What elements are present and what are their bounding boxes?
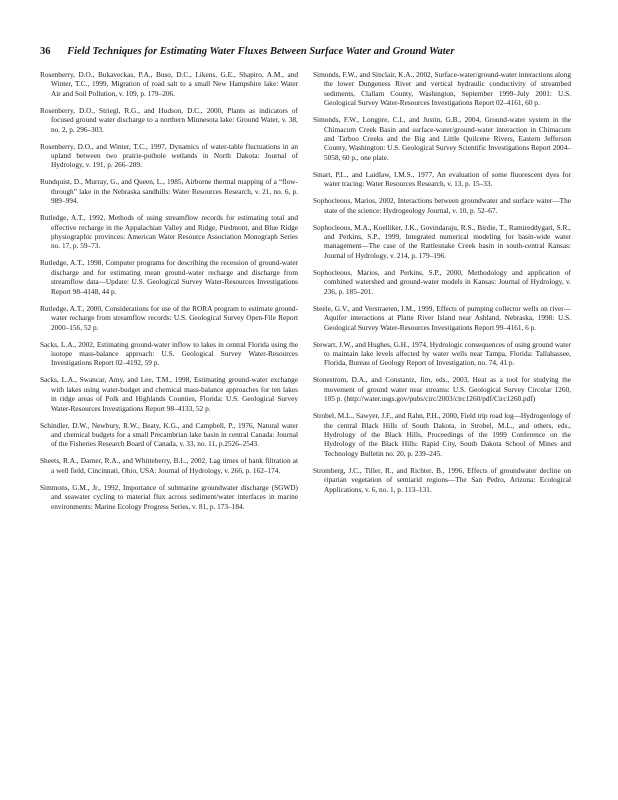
reference-entry: Stonestrom, D.A., and Constantz, Jim, eds., 2003, Heat as a tool for studying the movement of ground water near streams: U.S. Geological Survey Circular 1260, 105 p. (http://water.usgs.gov/pubs/circ/2003/circ1260/pdf/Circ1260.pdf) — [313, 375, 571, 404]
reference-entry: Rosenberry, D.O., and Winter, T.C., 1997, Dynamics of water-table fluctuations in an upland between two prairie-pothole wetlands in North Dakota: Journal of Hydrology, v. 191, p. 266–289. — [40, 141, 298, 170]
page-number: 36 — [40, 46, 51, 57]
reference-entry: Sacks, L.A., Swancar, Amy, and Lee, T.M., 1998, Estimating ground-water exchange with lakes using water-budget and chemical mass-balance approaches for ten lakes in ridge areas of Polk and Highlands Counties, Florida: U.S. Geological Survey Water-Resources Investigations Report 98–4133, 52 p. — [40, 375, 298, 413]
reference-entry: Rosenberry, D.O., Bukaveckas, P.A., Buso, D.C., Likens, G.E., Shapiro, A.M., and Winter, T.C., 1999, Migration of road salt to a small New Hampshire lake: Water Air and Soil Pollution, v. 109, p. 179–206. — [40, 70, 298, 98]
reference-entry: Simonds, F.W., and Sinclair, K.A., 2002, Surface-water/ground-water interactions along the lower Dungeness River and vertical hydraulic conductivity of streambed sediments, Clallam County, Washington, September 1999–July 2001: U.S. Geological Survey Water-Resources Investigations Report 02–4161, 60 p. — [313, 70, 571, 108]
reference-entry: Smart, P.L., and Laidlaw, I.M.S., 1977, An evaluation of some fluorescent dyes for water tracing: Water Resources Research, v. 13, p. 15–33. — [313, 169, 571, 189]
reference-entry: Rutledge, A.T., 1992, Methods of using streamflow records for estimating total and effective recharge in the Appalachian Valley and Ridge, Piedmont, and Blue Ridge physiographic provinces: American Water Resource Association Monograph Series no. 17, p. 59–73. — [40, 213, 298, 251]
reference-entry: Rutledge, A.T., 2000, Considerations for use of the RORA program to estimate ground-water recharge from streamflow records: U.S. Geological Survey Open-File Report 2000–156, 52 p. — [40, 303, 298, 332]
reference-entry: Steele, G.V., and Verstraeten, I.M., 1999, Effects of pumping collector wells on river—Aquifer interactions at Platte River Island near Ashland, Nebraska, 1998: U.S. Geological Survey Water-Resources Investigations Report 99–4161, 6 p. — [313, 303, 571, 332]
reference-entry: Sophocleous, Marios, and Perkins, S.P., 2000, Methodology and application of combined watershed and ground-water models in Kansas: Journal of Hydrology, v. 236, p. 185–201. — [313, 267, 571, 296]
right-reference-column — [313, 70, 571, 502]
reference-entry: Sheets, R.A., Darner, R.A., and Whitteberry, B.L., 2002, Lag times of bank filtration at a well field, Cincinnati, Ohio, USA: Journal of Hydrology, v. 266, p. 162–174. — [40, 456, 298, 475]
reference-entry: Simmons, G.M., Jr., 1992, Importance of submarine groundwater discharge (SGWD) and seawater cycling to material flux across sediment/water interfaces in marine environments: Marine Ecology Progress Series, v. 81, p. 173–184. — [40, 482, 298, 511]
reference-entry: Sophocleous, Marios, 2002, Interactions between groundwater and surface water—The state of the science: Hydrogeology Journal, v. 10, p. 52–67. — [313, 196, 571, 215]
reference-entry: Sophocleous, M.A., Koelliker, J.K., Govindaraju, R.S., Birdie, T., Ramireddygari, S.R., and Perkins, S.P., 1999, Integrated numerical modeling for basin-wide water management—The case of the Rattlesnake Creek basin in south-central Kansas: Journal of Hydrology, v. 214, p. 179–196. — [313, 222, 571, 260]
running-title: Field Techniques for Estimating Water Fluxes Between Surface Water and Ground Water — [67, 46, 455, 57]
reference-entry: Stewart, J.W., and Hughes, G.H., 1974, Hydrologic consequences of using ground water to maintain lake levels affected by water wells near Tampa, Florida: Tallahassee, Florida, Bureau of Geology Report of Investigation, no. 74, 41 p. — [313, 339, 571, 368]
reference-entry: Strobel, M.L., Sawyer, J.F., and Rahn, P.H., 2000, Field trip road log—Hydrogeology of the central Black Hills of South Dakota, in Strobel, M.L., and others, eds., Hydrology of the Black Hills, Proceedings of the 1999 Conference on the Hydrology of the Black Hills: Rapid City, South Dakota School of Mines and Technology Bulletin no. 20, p. 239–245. — [313, 411, 571, 458]
reference-entry: Rutledge, A.T., 1998, Computer programs for describing the recession of ground-water discharge and for estimating mean ground-water recharge and discharge from streamflow data—Update: U.S. Geological Survey Water-Resources Investigations Report 98–4148, 44 p. — [40, 258, 298, 296]
reference-entry: Simonds, F.W., Longpre, C.I., and Justin, G.B., 2004, Ground-water system in the Chimacum Creek Basin and surface-water/ground-water interaction in Chimacum and Tarboo Creeks and the Big and Little Quilcene Rivers, Eastern Jefferson County, Washington: U.S. Geological Survey Scientific Investigations Report 2004–5058, 60 p., one plate. — [313, 115, 571, 162]
running-header — [40, 46, 454, 57]
reference-entry: Rundquist, D., Murray, G., and Queen, L., 1985, Airborne thermal mapping of a “flow-through” lake in the Nebraska sandhills: Water Resources Research, v. 21, no. 6, p. 989–994. — [40, 177, 298, 206]
left-reference-column — [40, 70, 298, 519]
reference-entry: Schindler, D.W., Newbury, R.W., Beaty, K.G., and Campbell, P., 1976, Natural water and chemical budgets for a small Precambrian lake basin in central Canada: Journal of the Fisheries Research Board of Canada, v. 33, no. 11, p.2526–2543. — [40, 420, 298, 449]
reference-entry: Sacks, L.A., 2002, Estimating ground-water inflow to lakes in central Florida using the isotope mass-balance approach: U.S. Geological Survey Water-Resources Investigations Report 02–4192, 59 p. — [40, 339, 298, 368]
reference-entry: Stromberg, J.C., Tiller, R., and Richter, B., 1996, Effects of groundwater decline on riparian vegetation of semiarid regions—The San Pedro, Arizona: Ecological Applications, v. 6, no. 1, p. 113–131. — [313, 465, 571, 494]
reference-entry: Rosenberry, D.O., Striegl, R.G., and Hudson, D.C., 2000, Plants as indicators of focused ground water discharge to a northern Minnesota lake: Ground Water, v. 38, no. 2, p. 296–303. — [40, 105, 298, 134]
